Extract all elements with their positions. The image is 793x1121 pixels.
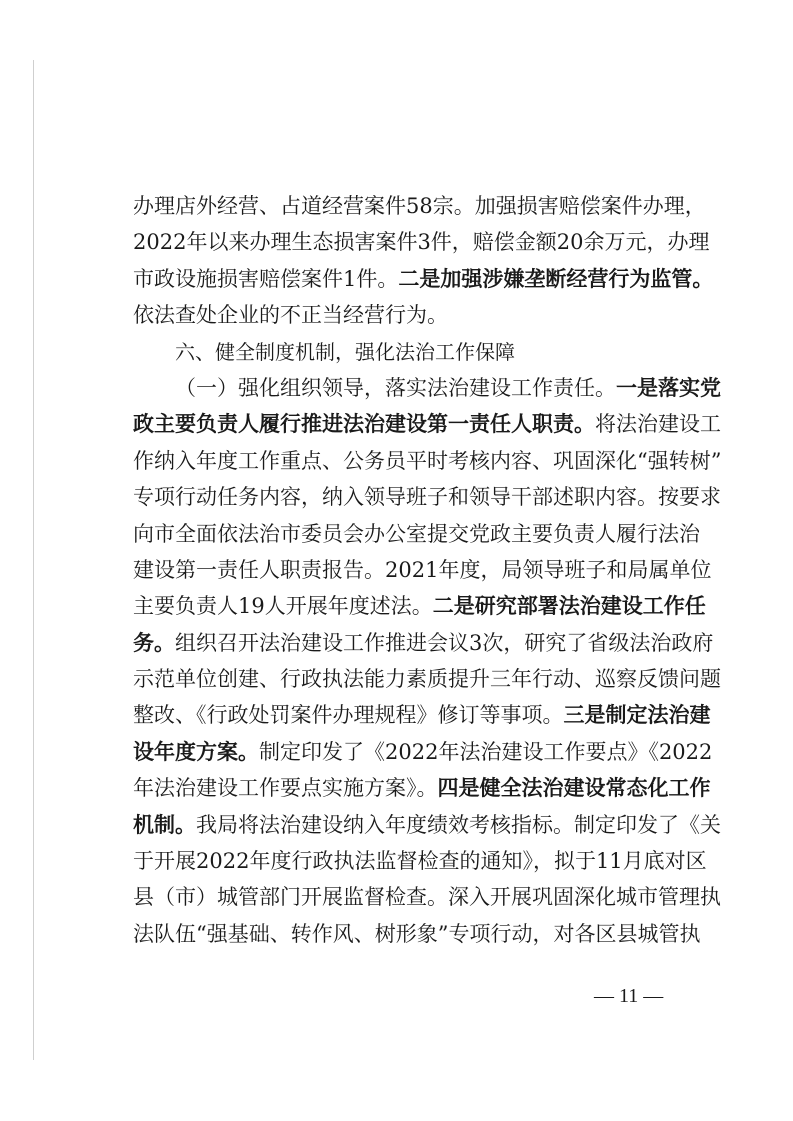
bold-text-run: 务。 — [133, 629, 175, 655]
text-run: 年法治建设工作要点实施方案》。 — [133, 776, 438, 801]
text-run: 建设第一责任人职责报告。2021年度，局领导班子和局属单位 — [133, 557, 712, 582]
bold-text-run: 二是研究部署法治建设工作任 — [432, 593, 706, 619]
text-run: 专项行动任务内容，纳入领导班子和领导干部述职内容。按要求 — [133, 485, 721, 510]
text-run: 组织召开法治建设工作推进会议3次，研究了省级法治政府 — [175, 630, 714, 655]
text-run: 县（市）城管部门开展监督检查。深入开展巩固深化城市管理执 — [133, 885, 721, 910]
text-line — [133, 261, 714, 297]
text-line — [133, 807, 721, 843]
text-line — [133, 879, 721, 915]
text-run: 办理店外经营、占道经营案件58宗。加强损害赔偿案件办理， — [133, 194, 706, 218]
text-line — [133, 297, 673, 333]
text-line — [133, 516, 700, 552]
text-line — [133, 843, 707, 879]
text-run: 市政设施损害赔偿案件1件。 — [133, 266, 399, 291]
page-number: — 11 — — [594, 985, 664, 1007]
bold-text-run: 三是制定法治建 — [563, 702, 711, 728]
text-run: 我局将法治建设纳入年度绩效考核指标。制定印发了《关 — [196, 812, 721, 837]
text-run: 示范单位创建、行政执法能力素质提升三年行动、巡察反馈问题 — [133, 667, 721, 692]
bold-text-run: 一是落实党 — [616, 374, 721, 400]
text-line — [133, 697, 711, 733]
heading-text: 六、健全制度机制，强化法治工作保障 — [175, 339, 515, 364]
text-run: 作纳入年度工作重点、公务员平时考核内容、巩固深化“强转树” — [133, 448, 722, 473]
page-edge-line — [33, 60, 34, 1060]
text-line — [133, 188, 706, 224]
bold-text-run: 四是健全法治建设常态化工作 — [437, 775, 711, 801]
text-line — [133, 588, 706, 624]
text-run: 整改、《行政处罚案件办理规程》修订等事项。 — [133, 703, 564, 728]
text-line — [133, 406, 721, 442]
text-line — [133, 770, 711, 806]
text-line — [133, 443, 722, 479]
text-run: 法队伍“强基础、转作风、树形象”专项行动，对各区县城管执 — [133, 921, 701, 946]
text-run: 主要负责人19人开展年度述法。 — [133, 594, 433, 619]
text-run: 于开展2022年度行政执法监督检查的通知》，拟于11月底对区 — [133, 849, 707, 874]
bold-text-run: 设年度方案。 — [133, 738, 259, 764]
text-line — [133, 661, 721, 697]
text-run: 将法治建设工 — [595, 412, 721, 437]
text-run: （一）强化组织领导，落实法治建设工作责任。 — [175, 375, 616, 400]
text-line — [133, 552, 712, 588]
bold-text-run: 政主要负责人履行推进法治建设第一责任人职责。 — [133, 411, 595, 437]
text-line — [133, 224, 710, 260]
text-run: 制定印发了《2022年法治建设工作要点》《2022 — [259, 739, 713, 764]
text-line — [133, 916, 701, 952]
text-line — [133, 479, 721, 515]
text-line — [133, 734, 713, 770]
bold-text-run: 二是加强涉嫌垄断经营行为监管。 — [398, 265, 714, 291]
section-heading — [133, 334, 673, 370]
text-run: 向市全面依法治市委员会办公室提交党政主要负责人履行法治 — [133, 521, 700, 546]
bold-text-run: 机制。 — [133, 811, 196, 837]
text-line — [133, 625, 714, 661]
text-run: 依法查处企业的不正当经营行为。 — [133, 303, 448, 328]
document-body — [133, 188, 722, 952]
text-run: 2022年以来办理生态损害案件3件，赔偿金额20余万元，办理 — [133, 230, 710, 255]
text-line — [133, 370, 721, 406]
